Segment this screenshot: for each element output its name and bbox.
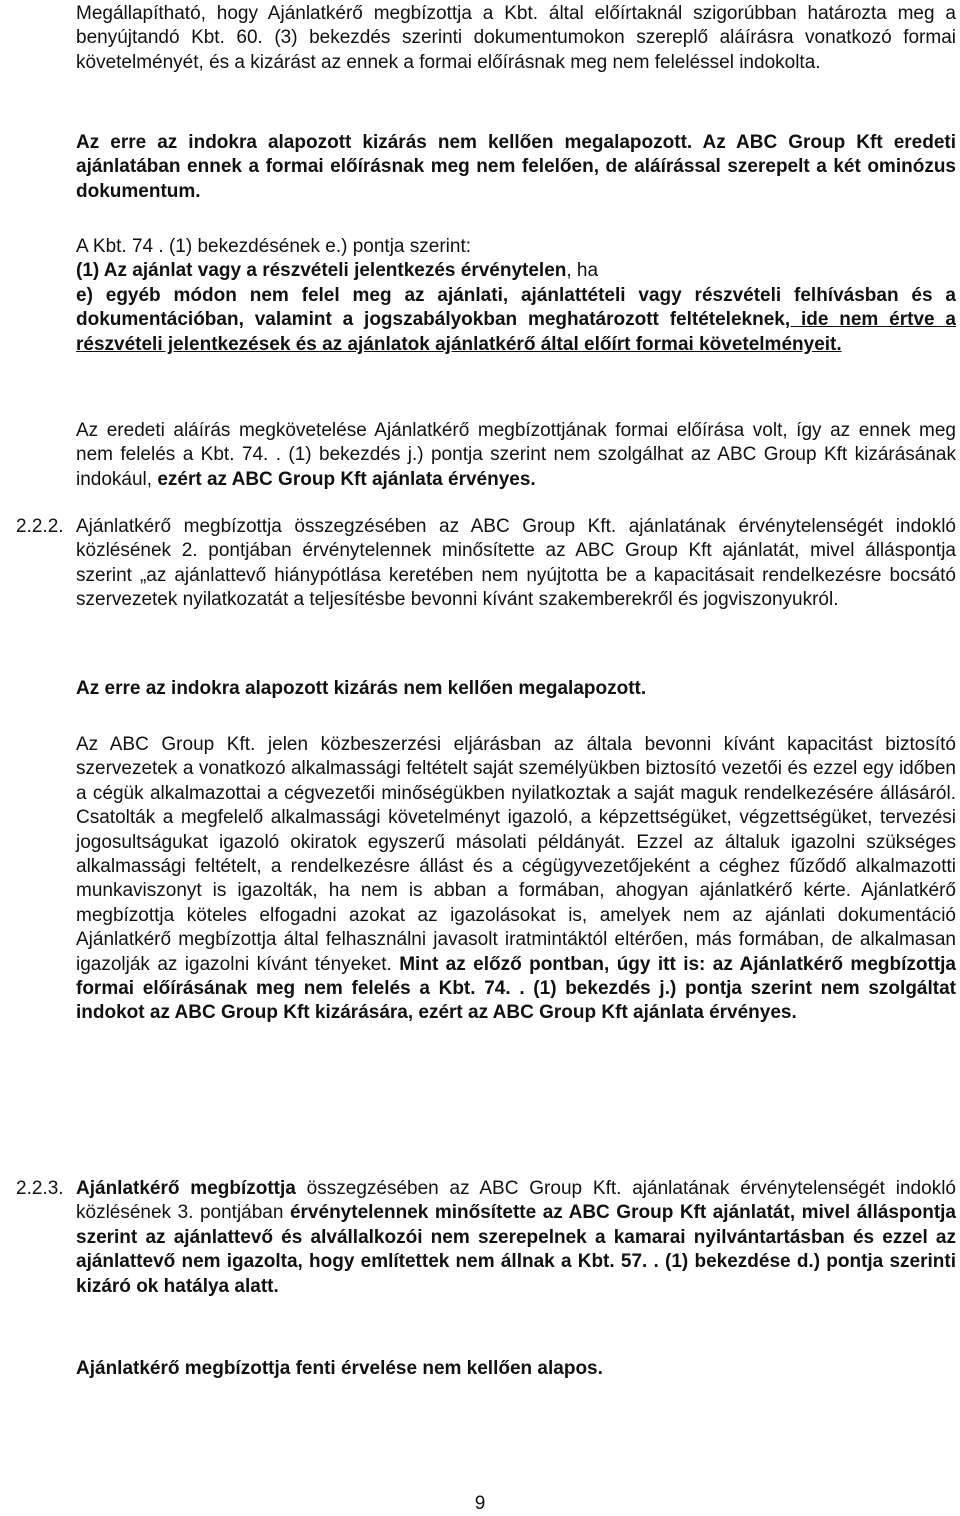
paragraph-capacity-explanation <box>76 733 956 1026</box>
paragraph-bold-assessment <box>76 131 956 204</box>
legal-quote-paragraph-1 <box>76 259 956 283</box>
section-bold-subject: Ajánlatkérő megbízottja <box>76 1178 296 1199</box>
legal-quote-point-e-bold: e) egyéb módon nem felel meg az ajánlati, ajánlattételi vagy részvételi felhívásban és a dokumentációban, valamint a jogszabályokban meghatározott feltételeknek <box>76 284 956 331</box>
legal-quote-block <box>76 235 956 357</box>
paragraph-text: Az ABC Group Kft. jelen közbeszerzési eljárásban az általa bevonni kívánt kapacitást biztosító szervezetek a vonatkozó alkalmassági feltételt saját személyükben biztosító vezetői és ezzel egy időben a cégük alkalmazottai a cégvezetői minőségükben nyilatkoztak a saját maguk rendelkezésére állásáról. Csatolták a megfelelő alkalmassági követelményt igazoló, a képzettségüket, végzettségüket, tervezési jogosultságukat igazoló okiratok egyszerű másolati példányát. Ezzel az általuk igazolni szükséges alkalmassági feltételt, a rendelkezésre állást és a cégügyvezetőjeként a céghez fűződő alkalmazotti munkaviszonyt is igazolták, ha nem is abban a formában, ahogyan ajánlatkérő kérte. Ajánlatkérő megbízottja köteles elfogadni azokat az igazolásokat is, amelyek nem az ajánlati dokumentáció Ajánlatkérő megbízottja által felhasználni javasolt iratmintáktól eltérően, más formában, de alkalmasan igazolják az igazolni kívánt tényeket. <box>76 734 956 975</box>
paragraph-bold-conclusion: Mint az előző pontban, úgy itt is: az Ajánlatkérő megbízottja formai előírásának meg nem felelés a Kbt. 74. . (1) bekezdés j.) pontja szerint nem szolgáltat indokot az ABC Group Kft kizárására, ezért az ABC Group Kft ajánlata érvényes. <box>76 953 956 1024</box>
legal-quote-tail: , ha <box>566 260 599 282</box>
paragraph-bold-conclusion: ezért az ABC Group Kft ajánlata érvényes. <box>157 468 536 490</box>
bold-assessment-text: Az erre az indokra alapozott kizárás nem kellően megalapozott. Az ABC Group Kft eredeti ajánlatában ennek a formai előírásnak meg nem felelően, de aláírással szerepelt a két ominózus dokumentum. <box>76 132 956 202</box>
section-bold-claim: érvénytelennek minősítette az ABC Group Kft ajánlatát, mivel álláspontja szerint az ajánlattevő és alvállalkozói nem szerepelnek a kamarai nyilvántartásban és ezzel az ajánlattevő nem igazolta, hogy említettek nem állnak a Kbt. 57. . (1) bekezdése d.) pontja szerinti kizáró ok hatálya alatt. <box>76 1202 956 1297</box>
legal-quote-point-e-underlined: , ide nem értve a részvételi jelentkezések és az ajánlatok ajánlatkérő által előírt formai követelményeit. <box>76 309 956 355</box>
legal-quote-bold: (1) Az ajánlat vagy a részvételi jelentkezés érvénytelen <box>76 260 567 282</box>
section-number-2-2-2: 2.2.2. <box>16 516 64 537</box>
paragraph-original-signature <box>76 419 956 492</box>
bold-assessment-text: Ajánlatkérő megbízottja fenti érvelése nem kellően alapos. <box>76 1358 603 1379</box>
legal-quote-intro: A Kbt. 74 . (1) bekezdésének e.) pontja szerint: <box>76 236 472 257</box>
section-2-2-2-text <box>76 515 956 613</box>
bold-assessment-text: Az erre az indokra alapozott kizárás nem kellően megalapozott. <box>76 678 647 699</box>
section-text: összegzésében az ABC Group Kft. ajánlatának érvénytelenségét indokló közlésének 3. pontjában <box>76 1178 956 1224</box>
paragraph-conclusion <box>76 2 956 75</box>
section-number-2-2-3: 2.2.3. <box>16 1178 64 1199</box>
paragraph-text: Az eredeti aláírás megkövetelése Ajánlatkérő megbízottjának formai előírása volt, így az ennek meg nem felelés a Kbt. 74. . (1) bekezdés j.) pontja szerint nem szolgálhat az ABC Group Kft kizárásának indokául, <box>76 420 956 490</box>
page-number: 9 <box>474 1493 486 1514</box>
paragraph-final-assessment <box>76 1357 956 1381</box>
legal-quote-point-e <box>76 284 956 357</box>
section-2-2-3-text <box>76 1177 956 1299</box>
paragraph-text: Megállapítható, hogy Ajánlatkérő megbízottja a Kbt. által előírtaknál szigorúbban határozta meg a benyújtandó Kbt. 60. (3) bekezdés szerinti dokumentumokon szereplő aláírásra vonatkozó formai követelményét, és a kizárást az ennek a formai előírásnak meg nem feleléssel indokolta. <box>76 3 956 73</box>
paragraph-bold-assessment-2 <box>76 677 956 701</box>
section-text: Ajánlatkérő megbízottja összegzésében az ABC Group Kft. ajánlatának érvénytelenségét indokló közlésének 2. pontjában érvénytelennek minősítette az ABC Group Kft ajánlatát, mivel álláspontja szerint „az ajánlattevő hiánypótlása keretében nem nyújtotta be a kapacitásait rendelkezésre bocsátó szervezetek nyilatkozatát a teljesítésbe bevonni kívánt szakemberekről és jogviszonyukról. <box>76 516 956 611</box>
